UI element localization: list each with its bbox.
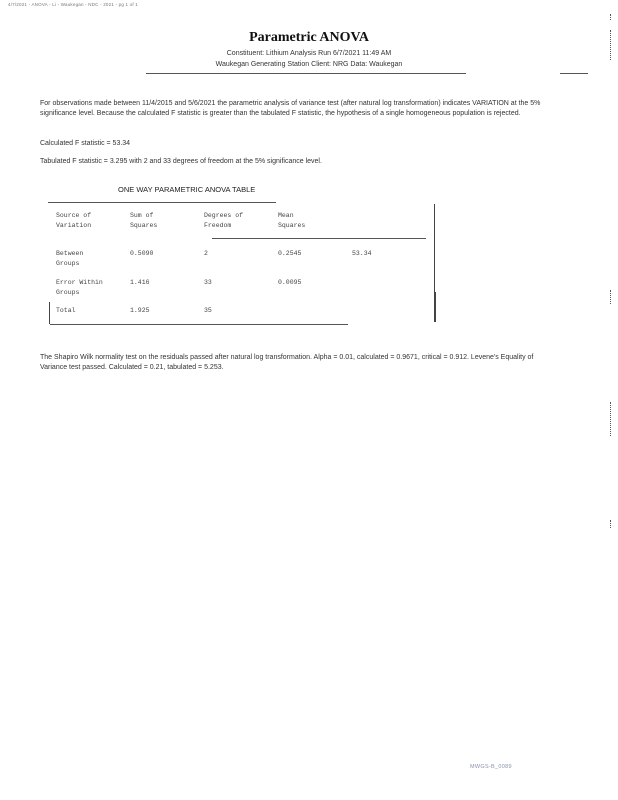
row-source: Total [56, 307, 76, 314]
document-control-number: MWGS-B_0089 [470, 764, 512, 770]
subtitle-analysis: Constituent: Lithium Analysis Run 6/7/2021 11:49 AM [226, 50, 392, 57]
tabulated-f-statistic: Tabulated F statistic = 3.295 with 2 and 33 degrees of freedom at the 5% significance level. [40, 158, 322, 165]
header-source: Source of Variation [56, 212, 92, 229]
row-mean-squares: 0.2545 [278, 250, 302, 257]
anova-table [40, 198, 440, 328]
header-rule [146, 73, 466, 74]
scan-edge-mark [610, 14, 611, 20]
table-header-rule [212, 238, 426, 239]
scan-edge-mark [610, 520, 611, 528]
row-source: Error Within Groups [56, 279, 103, 296]
document-header-meta: 4/7/2021 - ANOVA - Li - Waukegan - NDC - 2021 - pg 1 of 1 [8, 2, 138, 7]
table-left-border [49, 302, 50, 324]
normality-test-paragraph: The Shapiro Wilk normality test on the residuals passed after natural log transformation. Alpha = 0.01, calculated = 0.9671, critical = 0.912. Levene's Equality of Variance test passed. Calculated = 0.21, tabulated = 5.253. [40, 354, 534, 371]
header-degrees-of-freedom: Degrees of Freedom [204, 212, 244, 229]
row-degrees-of-freedom: 33 [204, 279, 212, 286]
calculated-f-statistic: Calculated F statistic = 53.34 [40, 140, 131, 147]
scan-edge-mark [610, 290, 611, 304]
row-degrees-of-freedom: 35 [204, 307, 212, 314]
table-bottom-rule [50, 324, 348, 325]
table-top-rule [48, 202, 276, 203]
header-rule-right [560, 73, 588, 74]
row-sum-of-squares: 1.925 [130, 307, 150, 314]
row-sum-of-squares: 1.416 [130, 279, 150, 286]
anova-table-title: ONE WAY PARAMETRIC ANOVA TABLE [118, 185, 256, 194]
header-mean-squares: Mean Squares [278, 212, 306, 229]
table-right-border [434, 204, 435, 292]
table-right-border-lower [434, 292, 436, 322]
row-mean-squares: 0.0095 [278, 279, 302, 286]
row-degrees-of-freedom: 2 [204, 250, 208, 257]
header-sum-of-squares: Sum of Squares [130, 212, 158, 229]
page-title: Parametric ANOVA [249, 30, 369, 45]
row-sum-of-squares: 0.5090 [130, 250, 154, 257]
scan-edge-mark [610, 402, 611, 436]
scan-edge-mark [610, 30, 611, 60]
row-f-value: 53.34 [352, 250, 372, 257]
row-source: Between Groups [56, 250, 84, 267]
subtitle-site: Waukegan Generating Station Client: NRG Data: Waukegan [215, 61, 403, 68]
conclusion-paragraph: For observations made between 11/4/2015 and 5/6/2021 the parametric analysis of variance test (after natural log transformation) indicates VARIATION at the 5% significance level. Because the calculated F statistic is greater than the tabulated F statistic, the hypothesis of a single homogeneous population is rejected. [40, 100, 541, 117]
